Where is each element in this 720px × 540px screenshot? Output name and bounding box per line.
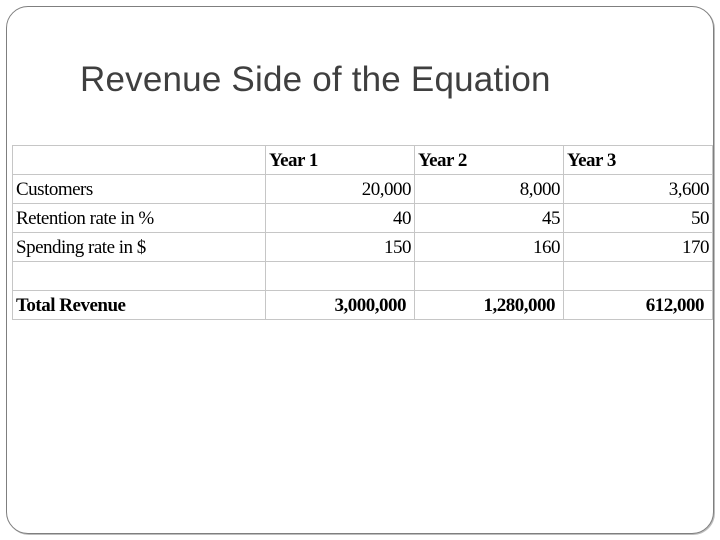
header-cell-year-2: Year 2 [415,146,564,175]
table-cell: 8,000 [415,175,564,204]
table-cell: 170 [564,233,713,262]
table-row-empty [13,262,713,291]
total-revenue-row [13,291,713,320]
header-cell-year-3: Year 3 [564,146,713,175]
table-cell: 160 [415,233,564,262]
table-row [13,204,713,233]
table-cell: 3,600 [564,175,713,204]
total-revenue-year-3: 612,000 [564,291,713,320]
table-row [13,175,713,204]
table-cell: 50 [564,204,713,233]
header-cell-empty [13,146,266,175]
table-cell: 45 [415,204,564,233]
table-cell [266,262,415,291]
total-revenue-year-1: 3,000,000 [266,291,415,320]
row-label: Spending rate in $ [13,233,266,262]
row-label: Customers [13,175,266,204]
table-cell [564,262,713,291]
total-revenue-label: Total Revenue [13,291,266,320]
row-label [13,262,266,291]
table-cell: 150 [266,233,415,262]
total-revenue-year-2: 1,280,000 [415,291,564,320]
table-cell: 40 [266,204,415,233]
revenue-table [12,145,713,320]
table-cell: 20,000 [266,175,415,204]
slide-title: Revenue Side of the Equation [80,60,551,99]
row-label: Retention rate in % [13,204,266,233]
table-row [13,233,713,262]
table-header-row [13,146,713,175]
header-cell-year-1: Year 1 [266,146,415,175]
table-cell [415,262,564,291]
